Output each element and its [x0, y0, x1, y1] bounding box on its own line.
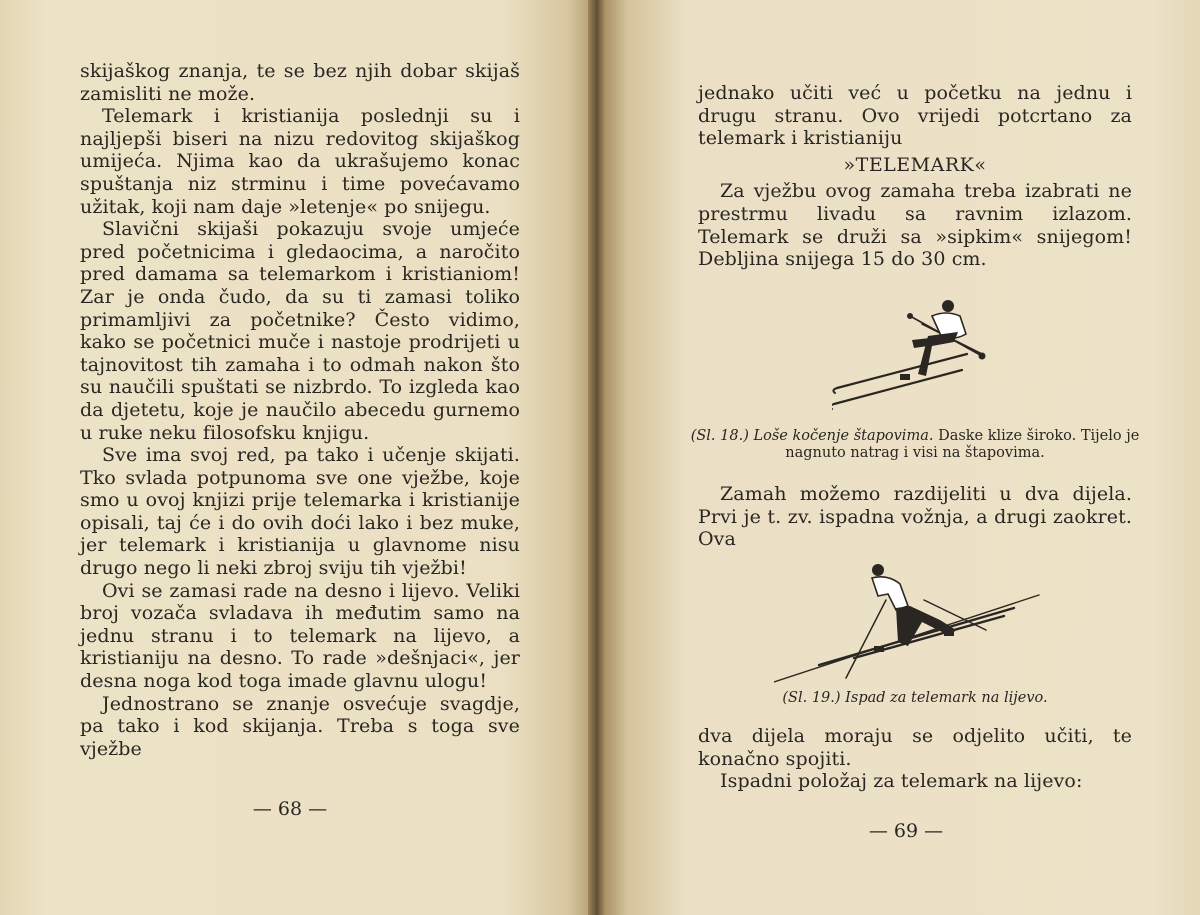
right-page-text-top [698, 82, 1132, 271]
paragraph: Telemark i kristianija poslednji su i najljepši biseri na nizu redovitog skijaškog umijeća. Njima kao da ukrašujemo konac spuštanja niz strminu i time povećavamo užitak, koji nam daje »letenje« po snijegu. [80, 105, 520, 218]
paragraph: jednako učiti već u početku na jednu i drugu stranu. Ovo vrijedi potcrtano za telemark i kristianiju [698, 82, 1132, 150]
right-page-text-mid [698, 483, 1132, 551]
right-page-text-bottom [698, 725, 1132, 793]
paragraph: Ispadni položaj za telemark na lijevo: [720, 770, 1083, 793]
figure-18-caption [688, 428, 1142, 462]
paragraph: Sve ima svoj red, pa tako i učenje skijati. Tko svlada potpunoma sve one vježbe, koje smo u ovoj knjizi prije telemarka i kristianije opisali, taj će i do ovih doći lako i bez muke, jer telemark i kristianija u glavnome nisu drugo nego li neki zbroj sviju tih vježbi! [80, 444, 520, 580]
paragraph: Slavični skijaši pokazuju svoje umjeće pred početnicima i gledaocima, a naročito pred damama sa telemarkom i kristianiom! Zar je onda čudo, da su ti zamasi toliko primamljivi za početnike? Često vidimo, kako se početnici muče i nastoje prodrijeti u tajnovitost tih zamaha i to odmah nakon što su naučili spuštati se nizbrdo. To izgleda kao da djetetu, koje je naučilo abecedu gurnemo u ruke neku filosofsku knjigu. [80, 218, 520, 444]
page-number: — 68 — [252, 798, 328, 820]
skier-braking-illustration [832, 296, 1002, 411]
skier-telemark-illustration [774, 560, 1044, 685]
left-page [0, 0, 592, 915]
section-heading: »TELEMARK« [843, 153, 987, 176]
figure-18-caption-label: (Sl. 18.) Loše kočenje štapovima. [690, 428, 934, 444]
paragraph: Za vježbu ovog zamaha treba izabrati ne prestrmu livadu sa ravnim izlazom. Telemark se druži sa »sipkim« snijegom! Debljina snijega 15 do 30 cm. [698, 180, 1132, 271]
figure-19-caption: (Sl. 19.) Ispad za telemark na lijevo. [782, 690, 1048, 706]
paragraph: Ovi se zamasi rade na desno i lijevo. Veliki broj vozača svladava ih međutim samo na jednu stranu i to telemark na lijevo, a kristianiju na desno. To rade »dešnjaci«, jer desna noga kod toga imade glavnu ulogu! [80, 579, 520, 693]
figure-18-caption-text: Daske klize široko. Tijelo je nagnuto natrag i visi na štapovima. [785, 428, 1140, 461]
page-number: — 69 — [868, 820, 944, 842]
left-page-text [80, 60, 520, 760]
paragraph: dva dijela moraju se odjelito učiti, te konačno spojiti. [698, 725, 1132, 770]
paragraph: skijaškog znanja, te se bez njih dobar skijaš zamisliti ne može. [80, 60, 520, 105]
right-page [604, 0, 1200, 915]
paragraph: Zamah možemo razdijeliti u dva dijela. Prvi je t. zv. ispadna vožnja, a drugi zaokret. Ova [698, 483, 1132, 551]
paragraph: Jednostrano se znanje osvećuje svagdje, pa tako i kod skijanja. Treba s toga sve vježbe [80, 692, 520, 760]
